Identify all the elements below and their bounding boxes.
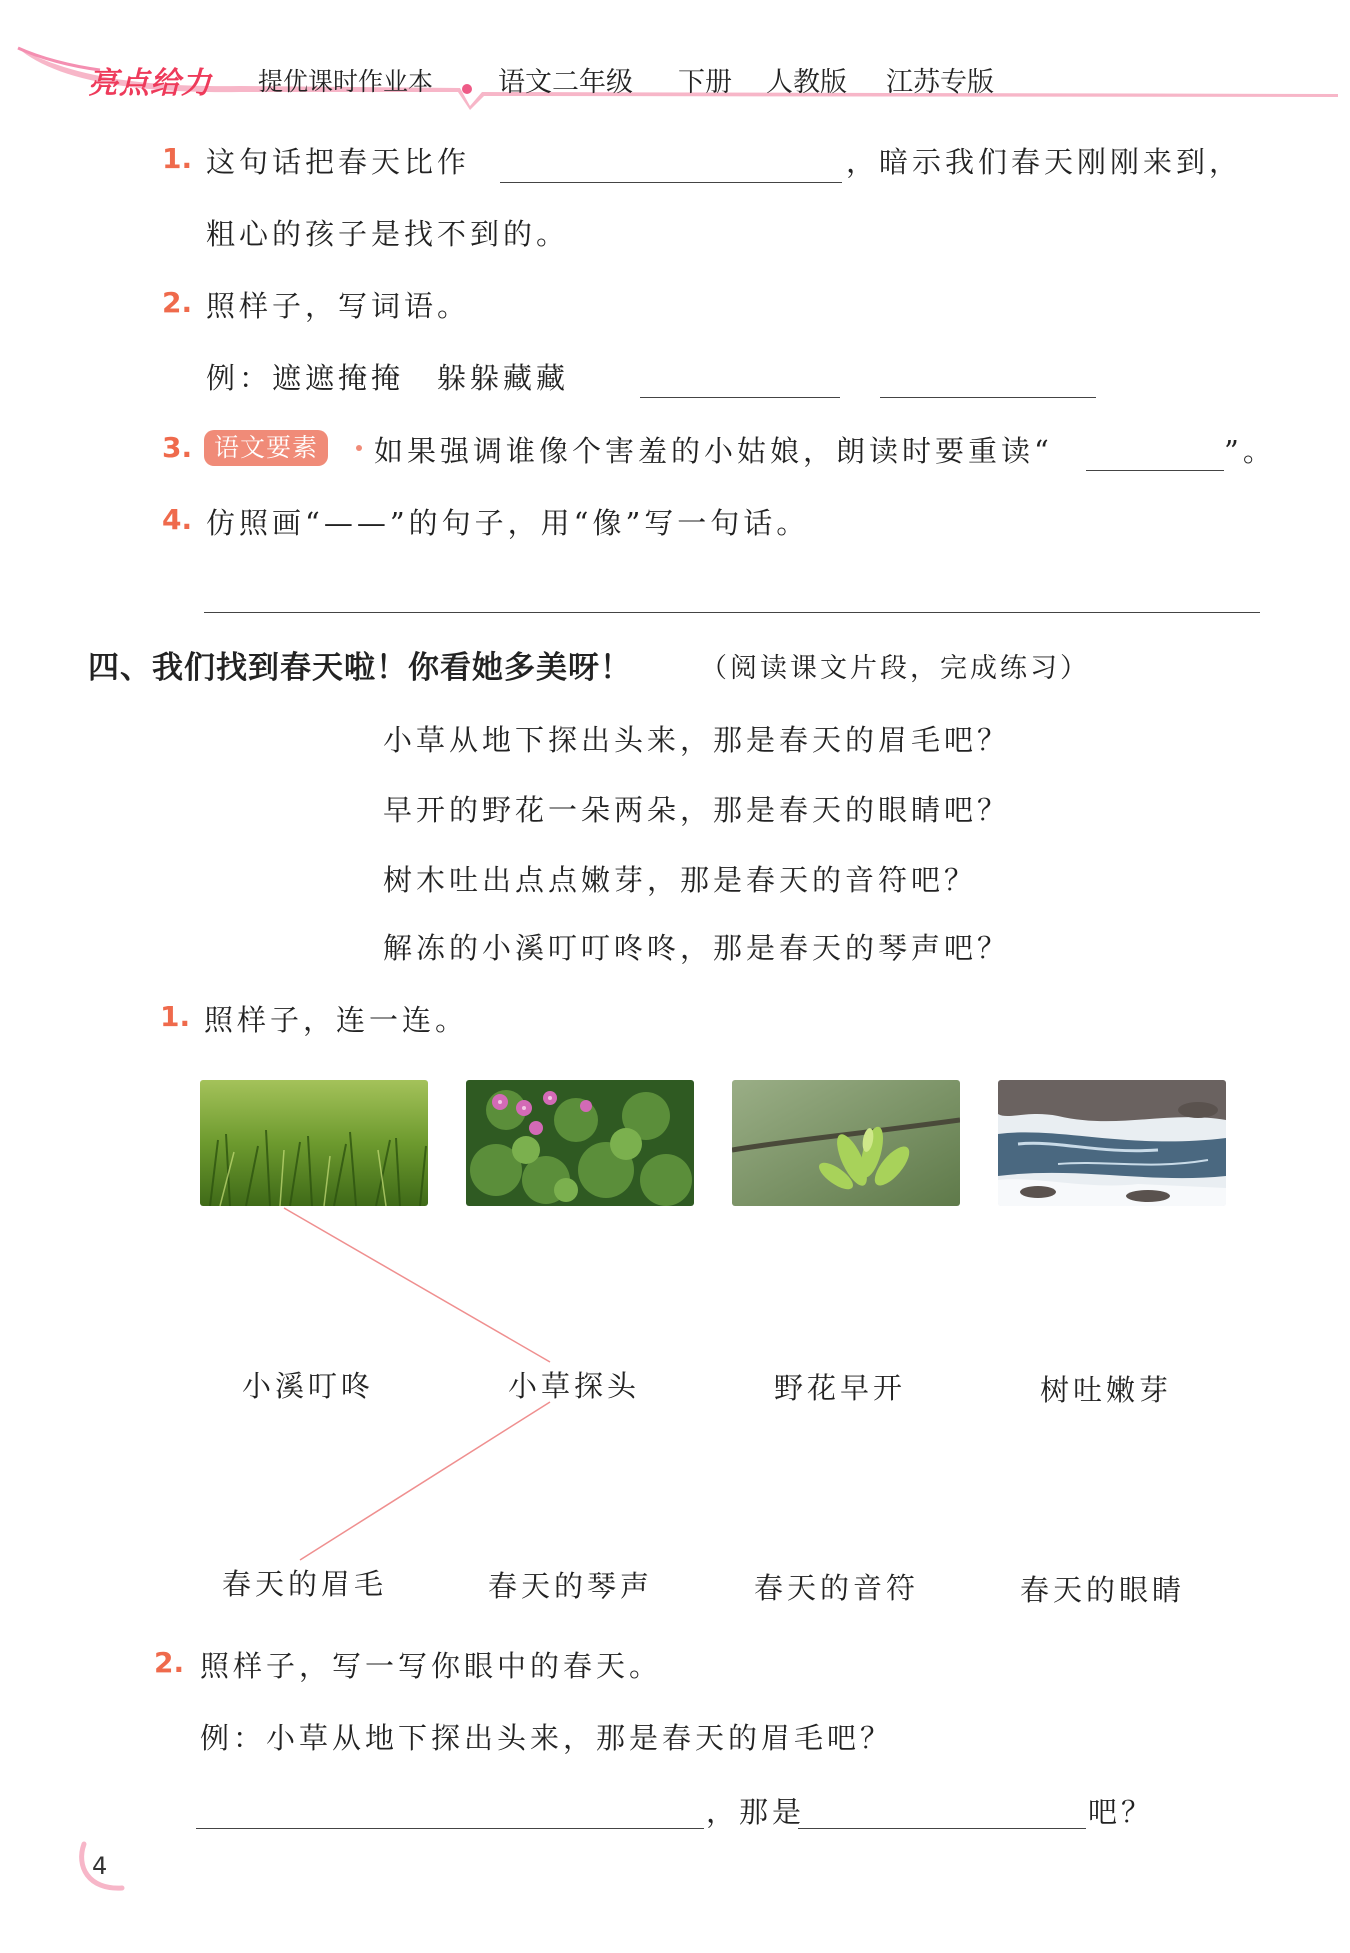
publisher: 人教版 [766, 67, 847, 98]
question-number: 1. [162, 142, 193, 175]
question-text: 仿照画“——”的句子，用“像”写一句话。 [206, 506, 810, 540]
match-label-middle: 树吐嫩芽 [1040, 1373, 1173, 1407]
subject-grade: 语文二年级 [498, 67, 633, 98]
section-note: （阅读课文片段，完成练习） [700, 653, 1090, 684]
poem-line: 小草从地下探出头来，那是春天的眉毛吧？ [383, 723, 1011, 757]
edition: 江苏专版 [886, 67, 994, 98]
page-number: 4 [92, 1852, 108, 1880]
poem-line: 早开的野花一朵两朵，那是春天的眼睛吧？ [383, 793, 1011, 827]
fill-text-end: 吧？ [1088, 1795, 1155, 1829]
series-title: 提优课时作业本 [258, 67, 434, 96]
match-label-bottom: 春天的音符 [754, 1571, 920, 1605]
answer-blank[interactable] [798, 1828, 1086, 1829]
poem-line: 树木吐出点点嫩芽，那是春天的音符吧？ [383, 863, 978, 897]
question-text: ，暗示我们春天刚刚来到， [846, 145, 1243, 179]
question-text-continued: 粗心的孩子是找不到的。 [206, 217, 570, 251]
question-number: 3. [162, 431, 193, 464]
match-label-bottom: 春天的眼睛 [1020, 1573, 1186, 1607]
match-label-middle: 野花早开 [774, 1371, 907, 1405]
question-text: 这句话把春天比作 [206, 145, 471, 179]
fill-text: ，那是 [706, 1795, 806, 1829]
match-label-bottom: 春天的琴声 [488, 1569, 654, 1603]
question-text: 照样子，写词语。 [206, 289, 471, 323]
answer-blank[interactable] [196, 1828, 704, 1829]
example-sentence: 例：小草从地下探出头来，那是春天的眉毛吧？ [200, 1721, 894, 1755]
question-number: 2. [162, 286, 193, 319]
question-text: 照样子，连一连。 [204, 1003, 469, 1037]
question-text: 如果强调谁像个害羞的小姑娘，朗读时要重读“ [374, 434, 1053, 468]
question-number: 1. [160, 1000, 191, 1033]
question-number: 4. [162, 503, 193, 536]
question-text-end: ”。 [1224, 434, 1276, 468]
brand-logo-text: 亮点给力 [88, 66, 212, 101]
chinese-element-tag: 语文要素 [204, 430, 328, 466]
question-text: 照样子，写一写你眼中的春天。 [200, 1649, 663, 1683]
poem-line: 解冻的小溪叮叮咚咚，那是春天的琴声吧？ [383, 931, 1011, 965]
match-label-middle: 小草探头 [508, 1369, 641, 1403]
example-words: 例：遮遮掩掩 躲躲藏藏 [206, 361, 570, 395]
question-number: 2. [154, 1646, 185, 1679]
section-title: 四、我们找到春天啦！你看她多美呀！ [88, 650, 632, 686]
volume: 下册 [678, 67, 732, 98]
match-label-middle: 小溪叮咚 [242, 1369, 375, 1403]
match-label-bottom: 春天的眉毛 [222, 1567, 388, 1601]
